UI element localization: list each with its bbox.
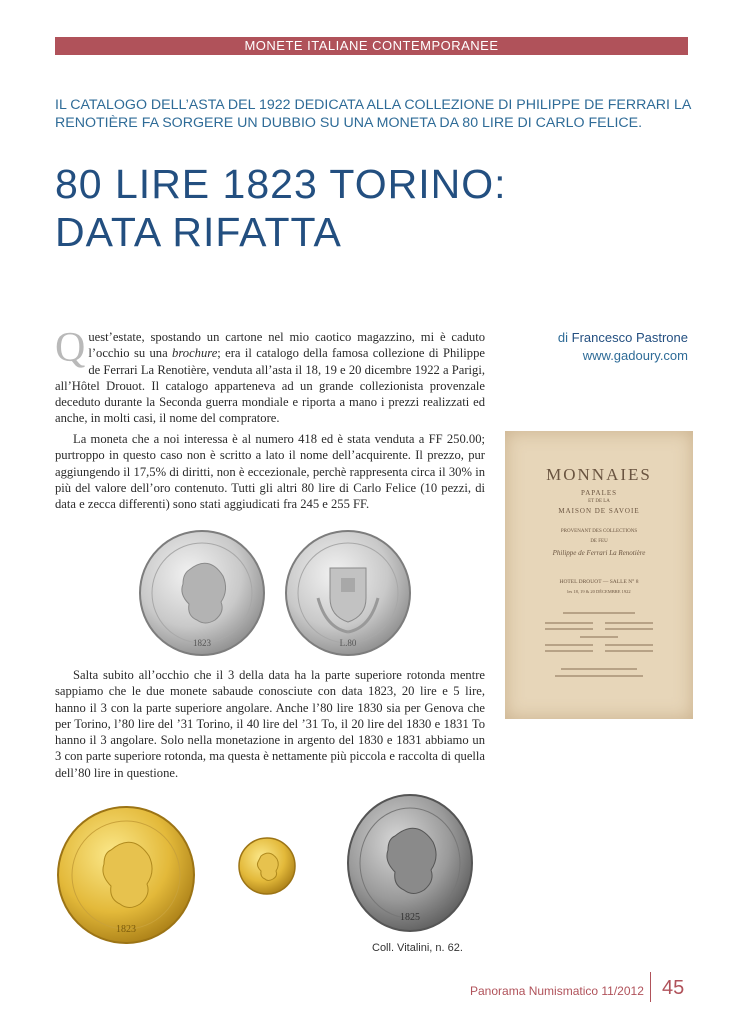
catalog-line-7: Philippe de Ferrari La Renotière — [552, 549, 646, 557]
footer-divider — [650, 972, 651, 1002]
article-title — [55, 160, 695, 256]
catalog-line-2: PAPALES — [580, 489, 618, 497]
catalog-line-6: DE FEU — [590, 539, 608, 544]
paragraph-3 — [55, 667, 485, 781]
byline — [505, 329, 688, 365]
title-line-2: DATA RIFATTA — [55, 209, 342, 255]
catalog-line-3: ET DE LA — [588, 499, 610, 504]
article-deck: IL CATALOGO DELL’ASTA DEL 1922 DEDICATA ALLA COLLEZIONE DI PHILIPPE DE FERRARI LA RENOTIÈRE FA SORGERE UN DUBBIO SU UNA MONETA DA 80 LIRE DI CARLO FELICE. — [55, 97, 691, 131]
footer-magazine: Panorama Numismatico 11/2012 — [470, 984, 644, 998]
p1-text-b: ; era il catalogo della famosa collezione di Philippe de Ferrari La Renotière, venduta all’asta il 18, 19 e 20 dicembre 1922 a Parigi, all’Hôtel Drouot. Il catalogo apparteneva ad un grande collezionista provenzale deceduto durante la Seconda guerra mondiale e riporta a mano i prezzi realizzati ed anche, in molti casi, il nome del compratore. — [55, 346, 485, 426]
catalog-line-4: MAISON DE SAVOIE — [558, 507, 640, 515]
p1-emphasis: brochure — [172, 346, 218, 361]
author-name: Francesco Pastrone — [571, 330, 688, 345]
coin-reverse-1823 — [283, 528, 413, 658]
catalog-title: MONNAIES — [546, 465, 652, 484]
catalog-line-5: PROVENANT DES COLLECTIONS — [560, 529, 638, 534]
title-line-1: 80 LIRE 1823 TORINO: — [55, 161, 507, 207]
byline-prefix: di — [557, 330, 569, 345]
catalog-cover-image — [505, 431, 693, 719]
image-caption: Coll. Vitalini, n. 62. — [372, 942, 463, 954]
section-header: MONETE ITALIANE CONTEMPORANEE — [55, 37, 688, 55]
large-coin-date: 1825 — [400, 912, 420, 923]
page-number: 45 — [662, 977, 685, 999]
coin-obverse-1823 — [137, 528, 267, 658]
p3-text: Salta subito all’occhio che il 3 della data ha la parte superiore rotonda mentre sappiamo che le due monete sabaude conosciute con data 1823, 20 lire e 5 lire, hanno il 3 con la parte superiore angolare. Anche l’80 lire 1830 sia per Genova che per Torino, l’80 lire del ’31 Torino, il 40 lire del ’31 To, il 20 lire del 1830 e 1831 To hanno il 3 angolare. Solo nella monetazione in argento del 1830 e 1831 abbiamo un 3 con parte superiore rotonda, ma questa è nettamente più piccola e raccolta di quella dell’80 lire in questione. — [55, 668, 485, 780]
author-website[interactable]: www.gadoury.com — [582, 348, 688, 363]
paragraph-1 — [55, 325, 485, 427]
silver-coin-large-1825 — [345, 792, 475, 934]
dropcap: Q — [55, 325, 86, 371]
catalog-line-8: HOTEL DROUOT — SALLE N° 8 — [559, 579, 639, 585]
paragraph-2 — [55, 431, 485, 512]
p1-text-a: uest’estate, spostando un cartone nel mio caotico magazzino, mi è caduto l’occhio su una — [88, 330, 485, 361]
silver-coin-value: L.80 — [339, 638, 357, 648]
catalog-fine-print — [505, 431, 693, 719]
catalog-line-9: les 18, 19 & 20 DÉCEMBRE 1922 — [567, 589, 631, 594]
p2-text: La moneta che a noi interessa è al numero 418 ed è stata venduta a FF 250.00; purtroppo in questo caso non è scritto a lato il nome dell’acquirente. Il prezzo, pur aggiungendo il 17,5% di diritti, non è eccezionale, perchè rappresenta circa il 30% in più del valore dell’oro contenuto. Tutti gli altri 80 lire di Carlo Felice (10 pezzi, di data e zecca differenti) sono stati aggiudicati fra 245 e 255 FF. — [55, 432, 485, 512]
gold-coin-date: 1823 — [116, 924, 136, 935]
silver-coin-date: 1823 — [193, 638, 211, 648]
gold-coin-small — [237, 836, 297, 896]
gold-coin-80-lire — [55, 804, 197, 946]
